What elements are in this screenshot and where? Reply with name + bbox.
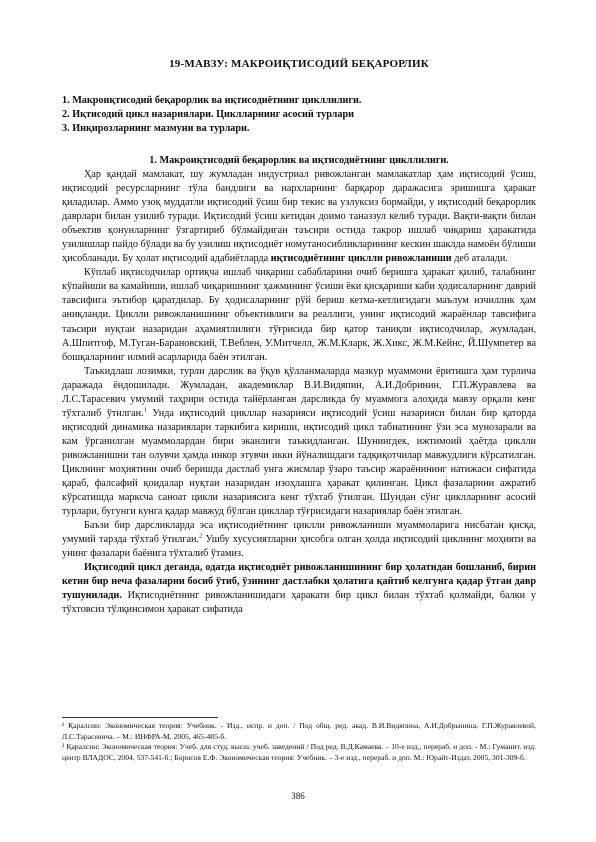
footnote: ¹ Қаралсин: Экономическая теория: Учебник. - Изд., испр. и доп. / Под общ. ред. акад. В.И.Видяпина, А.И.Добрынина, Г.П.Журавлевой, Л.С.Тарасевича. – М.: ИНФРА-М, 2005, 465-485-б.: [62, 721, 536, 741]
paragraph: [62, 168, 536, 266]
paragraph-text: Баъзи бир дарсликларда эса иқтисодиётнинг циклли ривожланиши муаммоларига нисбатан қисқа, умумий тарзда тўхтаб ўтилган.: [62, 520, 536, 546]
paragraph: Кўплаб иқтисодчилар ортиқча ишлаб чиқариш сабабларини очиб беришга ҳаракат қилиб, талабнинг кўпайиши ва камайиши, ишлаб чиқаришнинг ҳажмининг ўсиши ёки қисқариши каби ҳодисаларнинг даврий тавсифига эътибор қаратдилар. Бу ҳодисаларнинг рўй бериш кетма-кетлигидаги маълум изчиллик ҳам аниқланди. Циклли ривожланишнинг объективлиги ва реаллиги, унинг иқтисодий жараёнлар тавсифига таъсири нуқтаи назаридан аҳамиятлилиги тўғрисида бир қатор таниқли иқтисодчилар, жумладан, А.Шпитгоф, М.Туган-Барановский, Т.Веблен, У.Митчелл, Ж.М.Кларк, Ж.Хикс, Ж.М.Кейнс, Й.Шумпетер ва бошқаларнинг илмий асарларида баён этилган.: [62, 267, 536, 363]
footnote: ² Қаралсин: Экономическая теория: Учеб. для студ. высш. учеб. заведений / Под ред. В.Д.Камаева. – 10-е изд., перераб. и доп. - М.: Гуманит. изд. центр ВЛАДОС, 2004, 537-541-б.; Борисов Е.Ф. Экономическая теория: Учебник. – 3-е изд., перераб. и доп. М.: Юрайт-Издат, 2005, 301-309-б.: [62, 742, 536, 763]
outline-item: 1. Макроиқтисодий беқарорлик ва иқтисодиётнинг цикллилиги.: [62, 95, 362, 106]
footnote-divider: [62, 717, 218, 718]
bold-definition: Иқтисодий цикл деганда, одатда иқтисодиёт ривожланишининг бир ҳолатидан бошланиб, бирин кетин бир неча фазаларни босиб ўтиб, ўзининг дастлабки ҳолатига қайтиб келгунга қадар ўтган давр тушунилади.: [62, 562, 536, 602]
paragraph-text: Таъкидлаш лозимки, турли дарслик ва ўқув қўлланмаларда мазкур муаммони ёритишга ҳам турлича даражада ёндошилади. Жумладан, академиклар В.И.Видяпин, А.И.Добринин, Г.П.Журавлева ва Л.С.Тарасевич умумий таҳрири остида тайёрланган дарсликда бу муаммога алоҳида мавзу орқали кенг тўхталиб ўтилган.: [62, 365, 536, 419]
paragraph: [62, 519, 536, 561]
topic-outline: [62, 94, 536, 136]
footnote-ref[interactable]: 1: [143, 406, 147, 414]
paragraph: [62, 561, 536, 617]
outline-item: 2. Иқтисодий цикл назариялари. Циклларнинг асосий турлари: [62, 109, 354, 120]
footnote-ref[interactable]: 2: [198, 532, 203, 540]
section-heading: 1. Макроиқтисодий беқарорлик ва иқтисодиётнинг цикллилиги.: [149, 155, 449, 166]
paragraph-text: Ушбу хусусиятларни ҳисобга олган ҳолда иқтисодий циклнинг моҳияти ва унинг фазалари баёнига тўхталиб ўтамиз.: [62, 534, 537, 560]
paragraph-text: деб аталади.: [451, 253, 508, 265]
bold-term: иқтисодиётнинг циклли ривожланиши: [270, 253, 452, 265]
paragraph-text: Ҳар қандай мамлакат, шу жумладан индустриал ривожланган мамлакатлар ҳам иқтисодий ўсиш, иқтисодий ресурсларнинг тўла бандлиги ва нархларнинг барқарор даражасига эришишга ҳаракат қиладилар. Аммо узоқ муддатли иқтисодий ўсиш бир текис ва узлуксиз бормайди, у иқтисодий беқарорлик даврлари билан узилиб туради. Иқтисодий ўсиш кетидан доимо таназзул келиб туради. Вақти-вақти билан объектив қонунларнинг ўзгартириб бўлмайдиган таъсири остида такрор ишлаб чиқариш ҳаракатида узилишлар пайдо бўлади ва бу узилиш иқтисодиёт номутаносибликларининг кескин шаклда намоён бўлиши ҳисобланади. Бу ҳолат иқтисодий адабиётларда: [62, 169, 536, 265]
paragraph-text: Унда иқтисодий цикллар назарияси иқтисодий ўсиш назарияси билан бир қаторда иқтисодий динамика назариялари таркибига кириши, иқтисодий цикл табиатининг ўзи эса мунозарали ва кам ўрганилган муаммолардан бири эканлиги таъкидланган. Шунингдек, ижтимоий ҳаётда циклли ривожланишни тан олувчи ҳамда инкор этувчи икки йўналишдаги тадқиқотчилар мавжудлиги кўрсатилган. Циклнинг моҳиятини очиб беришда дастлаб унга жисмлар ўзаро таъсир жараёнининг натижаси сифатида қараб, фалсафий қоидалар нуқтаи назаридан изоҳлашга ҳаракат қилинган. Цикл фазаларини ажратиб кўрсатишда марксча саноат цикли назариясига кенг тўхтаб ўтилган. Шундан сўнг циклларнинг асосий турлари, бугунги кунга қадар мавжуд бўлган цикллар тўғрисидаги назариялар баён этилган.: [62, 407, 536, 518]
outline-item: 3. Инқирозларнинг мазмуни ва турлари.: [62, 123, 250, 134]
paragraph: [62, 365, 536, 520]
page-title: 19-МАВЗУ: МАКРОИҚТИСОДИЙ БЕҚАРОРЛИК: [169, 58, 429, 70]
page-number: 386: [291, 791, 305, 801]
footnotes: [62, 721, 536, 764]
page-body: [62, 52, 536, 618]
paragraph-text: Иқтисодиётнинг ривожланишидаги ҳаракати бир цикл билан тўхтаб қолмайди, балки у тўхтовсиз тўлқинсимон ҳаракат сифатида: [62, 590, 536, 616]
